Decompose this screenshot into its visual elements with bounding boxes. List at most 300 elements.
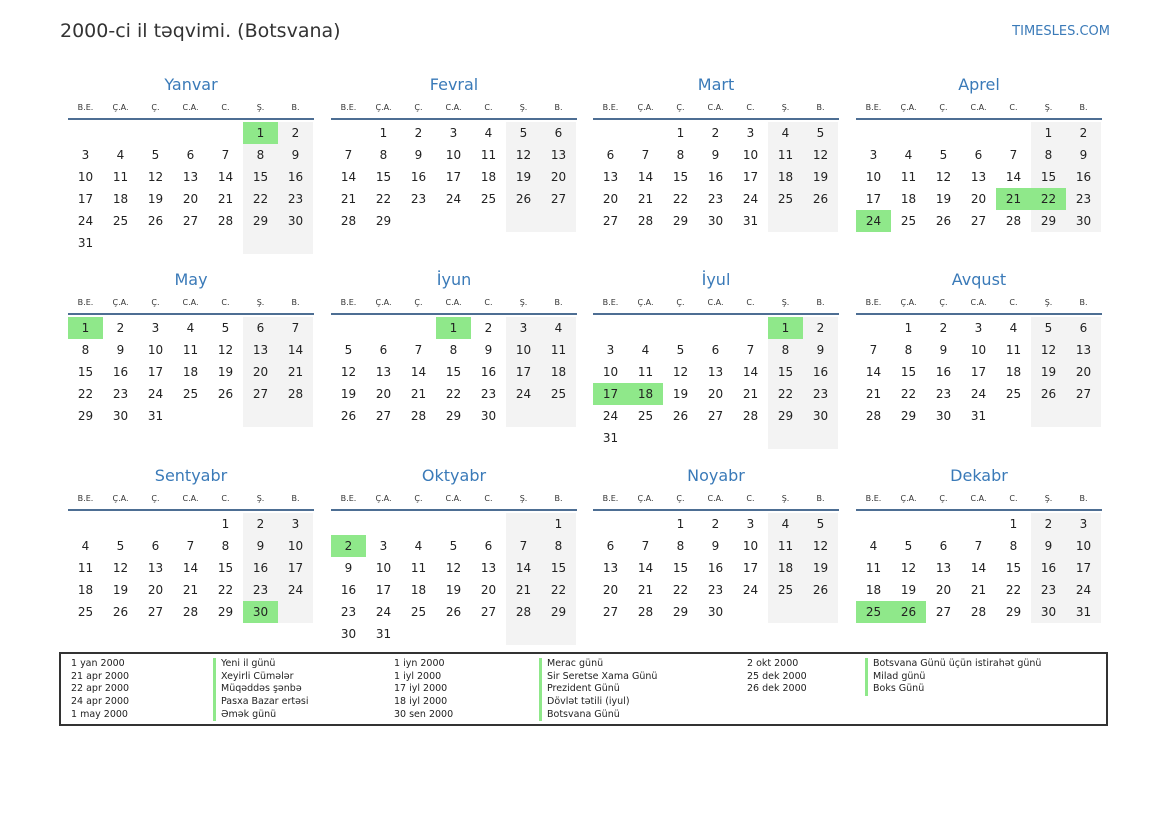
day-cell: 10 — [742, 148, 759, 162]
weekday-label: Ç.A. — [900, 297, 917, 307]
day-cell: 26 — [672, 409, 689, 423]
day-cell: 13 — [970, 170, 987, 184]
holiday-name: Yeni il günü — [213, 658, 309, 671]
day-cell: 18 — [182, 365, 199, 379]
weekend-empty-cell — [243, 232, 278, 254]
day-cell: 4 — [484, 126, 493, 140]
holiday-date: 22 apr 2000 — [71, 683, 130, 695]
holiday-name: Xeyirli Cümələr — [213, 671, 309, 684]
month-name: İyun — [436, 270, 472, 289]
weekday-header — [856, 487, 1102, 511]
weekday-label: B.E. — [602, 102, 619, 112]
day-cell: 29 — [217, 605, 234, 619]
day-cell: 23 — [480, 387, 497, 401]
weekend-empty-cell — [278, 601, 313, 623]
day-cell: 7 — [869, 343, 878, 357]
weekday-label: B.E. — [602, 493, 619, 503]
weekday-header — [331, 487, 577, 511]
day-cell: 14 — [182, 561, 199, 575]
day-cell: 15 — [77, 365, 94, 379]
day-cell: 8 — [676, 539, 685, 553]
day-cell: 5 — [506, 122, 541, 144]
day-cell: 27 — [480, 605, 497, 619]
day-cell: 21 — [410, 387, 427, 401]
day-cell: 29 — [445, 409, 462, 423]
weekday-label: C. — [221, 297, 230, 307]
day-cell: 4 — [869, 539, 878, 553]
day-cell: 3 — [379, 539, 388, 553]
day-cell: 11 — [768, 535, 803, 557]
day-cell: 14 — [637, 170, 654, 184]
weekday-label: Ş. — [781, 493, 790, 503]
day-cell: 13 — [707, 365, 724, 379]
weekday-label: C.A. — [182, 493, 199, 503]
day-cell: 4 — [768, 122, 803, 144]
day-cell: 18 — [480, 170, 497, 184]
day-cell: 15 — [672, 561, 689, 575]
day-cell: 1 — [1009, 517, 1018, 531]
day-cell: 16 — [803, 361, 838, 383]
holiday-list — [59, 652, 1108, 726]
day-cell: 26 — [803, 188, 838, 210]
day-cell: 20 — [935, 583, 952, 597]
day-cell: 5 — [116, 539, 125, 553]
day-cell: 12 — [445, 561, 462, 575]
day-cell: 7 — [221, 148, 230, 162]
day-cell: 6 — [484, 539, 493, 553]
day-cell: 3 — [151, 321, 160, 335]
day-cell: 24 — [147, 387, 164, 401]
weekday-label: B.E. — [340, 297, 357, 307]
month-name: May — [174, 270, 208, 289]
day-cell: 19 — [900, 583, 917, 597]
weekday-label: B.E. — [865, 493, 882, 503]
day-cell: 10 — [970, 343, 987, 357]
holiday-date: 21 apr 2000 — [71, 670, 130, 682]
month-1 — [331, 74, 577, 252]
day-cell: 31 — [742, 214, 759, 228]
weekday-label: C. — [746, 297, 755, 307]
weekday-label: Ç. — [676, 102, 685, 112]
weekday-label: B. — [816, 493, 825, 503]
day-cell: 13 — [182, 170, 199, 184]
day-cell: 17 — [445, 170, 462, 184]
day-cell: 19 — [506, 166, 541, 188]
day-cell: 15 — [768, 361, 803, 383]
day-cell: 8 — [449, 343, 458, 357]
day-cell: 26 — [506, 188, 541, 210]
day-cell: 1 — [904, 321, 913, 335]
day-cell: 28 — [742, 409, 759, 423]
weekday-label: Ç. — [939, 493, 948, 503]
weekend-empty-cell — [506, 405, 541, 427]
day-cell: 6 — [379, 343, 388, 357]
day-cell: 30 — [935, 409, 952, 423]
day-cell: 21 — [742, 387, 759, 401]
day-cell: 9 — [1066, 144, 1101, 166]
day-cell: 7 — [641, 148, 650, 162]
holiday-name: Əmək günü — [213, 709, 309, 722]
day-cell: 19 — [217, 365, 234, 379]
day-cell: 9 — [116, 343, 125, 357]
day-cell: 30 — [340, 627, 357, 641]
day-cell: 14 — [1005, 170, 1022, 184]
day-cell: 26 — [112, 605, 129, 619]
weekday-label: C.A. — [707, 493, 724, 503]
day-cell: 6 — [606, 539, 615, 553]
month-name: İyul — [701, 270, 731, 289]
holiday-day-cell: 1 — [436, 317, 471, 339]
weekday-label: C.A. — [970, 102, 987, 112]
day-cell: 11 — [865, 561, 882, 575]
holiday-day-cell: 24 — [856, 210, 891, 232]
day-cell: 24 — [77, 214, 94, 228]
day-cell: 13 — [602, 170, 619, 184]
day-cell: 12 — [147, 170, 164, 184]
holiday-day-cell: 30 — [243, 601, 278, 623]
day-cell: 6 — [151, 539, 160, 553]
day-cell: 16 — [1066, 166, 1101, 188]
weekday-label: Ç. — [151, 297, 160, 307]
weekday-label: B.E. — [77, 493, 94, 503]
weekend-empty-cell — [278, 405, 313, 427]
day-cell: 2 — [116, 321, 125, 335]
weekday-header — [331, 291, 577, 315]
weekday-header — [593, 291, 839, 315]
day-grid — [331, 511, 577, 643]
weekday-label: C.A. — [970, 493, 987, 503]
day-cell: 25 — [480, 192, 497, 206]
day-cell: 1 — [676, 126, 685, 140]
day-cell: 10 — [77, 170, 94, 184]
day-cell: 25 — [77, 605, 94, 619]
month-7 — [856, 269, 1102, 447]
weekday-label: Ç. — [676, 493, 685, 503]
day-cell: 10 — [1066, 535, 1101, 557]
day-cell: 24 — [742, 583, 759, 597]
day-cell: 17 — [278, 557, 313, 579]
day-cell: 29 — [375, 214, 392, 228]
day-cell: 2 — [278, 122, 313, 144]
weekend-empty-cell — [506, 623, 541, 645]
day-cell: 27 — [935, 605, 952, 619]
day-grid — [331, 120, 577, 252]
day-cell: 28 — [637, 214, 654, 228]
day-cell: 30 — [480, 409, 497, 423]
weekday-header — [68, 291, 314, 315]
day-cell: 20 — [602, 192, 619, 206]
day-cell: 12 — [1031, 339, 1066, 361]
weekday-label: Ç. — [414, 493, 423, 503]
day-cell: 3 — [449, 126, 458, 140]
day-cell: 22 — [900, 387, 917, 401]
weekday-label: Ş. — [781, 297, 790, 307]
day-cell: 16 — [278, 166, 313, 188]
day-cell: 19 — [1031, 361, 1066, 383]
weekday-label: C. — [484, 297, 493, 307]
day-cell: 30 — [1066, 210, 1101, 232]
day-grid — [593, 120, 839, 252]
weekend-empty-cell — [803, 601, 838, 623]
holiday-date-column — [394, 658, 453, 721]
day-cell: 28 — [506, 601, 541, 623]
day-cell: 30 — [278, 210, 313, 232]
day-cell: 5 — [939, 148, 948, 162]
day-cell: 10 — [445, 148, 462, 162]
weekday-label: B. — [291, 102, 300, 112]
day-grid — [856, 120, 1102, 252]
day-cell: 18 — [1005, 365, 1022, 379]
day-cell: 25 — [637, 409, 654, 423]
month-10 — [593, 465, 839, 643]
day-cell: 21 — [865, 387, 882, 401]
month-name: Fevral — [429, 75, 479, 94]
day-cell: 8 — [379, 148, 388, 162]
weekday-label: Ş. — [256, 493, 265, 503]
day-cell: 15 — [243, 166, 278, 188]
day-cell: 28 — [340, 214, 357, 228]
holiday-date-column — [747, 658, 807, 696]
day-cell: 2 — [711, 517, 720, 531]
day-cell: 10 — [147, 343, 164, 357]
holiday-name: Sir Seretse Xama Günü — [539, 671, 657, 684]
day-cell: 13 — [243, 339, 278, 361]
day-cell: 18 — [410, 583, 427, 597]
day-cell: 11 — [112, 170, 129, 184]
holiday-day-cell: 22 — [1031, 188, 1066, 210]
day-cell: 5 — [221, 321, 230, 335]
day-cell: 3 — [974, 321, 983, 335]
weekday-label: Ç.A. — [375, 297, 392, 307]
day-cell: 18 — [768, 557, 803, 579]
day-cell: 7 — [278, 317, 313, 339]
day-cell: 10 — [506, 339, 541, 361]
weekday-header — [331, 96, 577, 120]
month-name: Aprel — [958, 75, 1000, 94]
day-cell: 29 — [672, 214, 689, 228]
month-0 — [68, 74, 314, 252]
day-cell: 18 — [865, 583, 882, 597]
weekday-header — [68, 96, 314, 120]
day-cell: 22 — [768, 383, 803, 405]
day-cell: 31 — [602, 431, 619, 445]
holiday-day-cell: 1 — [768, 317, 803, 339]
day-cell: 4 — [186, 321, 195, 335]
day-cell: 9 — [939, 343, 948, 357]
day-cell: 25 — [768, 188, 803, 210]
weekday-label: Ç. — [414, 297, 423, 307]
day-cell: 12 — [672, 365, 689, 379]
day-cell: 11 — [637, 365, 654, 379]
weekday-label: C.A. — [182, 102, 199, 112]
holiday-day-cell: 1 — [68, 317, 103, 339]
day-cell: 1 — [541, 513, 576, 535]
day-cell: 30 — [707, 214, 724, 228]
month-name: Noyabr — [687, 466, 745, 485]
weekday-label: B.E. — [340, 493, 357, 503]
day-cell: 31 — [375, 627, 392, 641]
day-cell: 6 — [1066, 317, 1101, 339]
day-cell: 19 — [672, 387, 689, 401]
day-cell: 17 — [147, 365, 164, 379]
day-cell: 22 — [672, 192, 689, 206]
holiday-name: Milad günü — [865, 671, 1041, 684]
day-cell: 9 — [344, 561, 353, 575]
day-cell: 12 — [803, 144, 838, 166]
day-cell: 31 — [77, 236, 94, 250]
holiday-date: 17 iyl 2000 — [394, 683, 448, 695]
day-cell: 8 — [1031, 144, 1066, 166]
weekend-empty-cell — [541, 623, 576, 645]
holiday-date: 1 yan 2000 — [71, 658, 125, 669]
weekday-label: B.E. — [865, 102, 882, 112]
holiday-date: 24 apr 2000 — [71, 696, 130, 708]
day-cell: 7 — [414, 343, 423, 357]
weekend-empty-cell — [803, 210, 838, 232]
day-cell: 1 — [379, 126, 388, 140]
day-cell: 20 — [375, 387, 392, 401]
weekday-label: Ç.A. — [637, 297, 654, 307]
holiday-day-cell: 17 — [593, 383, 628, 405]
weekday-label: B. — [291, 493, 300, 503]
day-cell: 4 — [116, 148, 125, 162]
day-cell: 28 — [410, 409, 427, 423]
day-cell: 27 — [707, 409, 724, 423]
day-cell: 6 — [939, 539, 948, 553]
day-cell: 14 — [637, 561, 654, 575]
day-cell: 4 — [414, 539, 423, 553]
day-cell: 27 — [602, 214, 619, 228]
weekend-empty-cell — [243, 405, 278, 427]
holiday-name-column — [213, 658, 309, 721]
day-cell: 8 — [243, 144, 278, 166]
day-cell: 29 — [768, 405, 803, 427]
day-cell: 14 — [742, 365, 759, 379]
holiday-date: 26 dek 2000 — [747, 683, 807, 695]
day-cell: 16 — [112, 365, 129, 379]
day-cell: 14 — [217, 170, 234, 184]
day-cell: 8 — [768, 339, 803, 361]
day-cell: 29 — [900, 409, 917, 423]
day-cell: 19 — [803, 557, 838, 579]
weekday-label: Ç.A. — [637, 493, 654, 503]
day-cell: 21 — [637, 192, 654, 206]
month-11 — [856, 465, 1102, 643]
holiday-name-column — [865, 658, 1041, 696]
holiday-day-cell: 25 — [856, 601, 891, 623]
day-cell: 21 — [506, 579, 541, 601]
day-cell: 1 — [1031, 122, 1066, 144]
weekday-label: B. — [554, 297, 563, 307]
month-8 — [68, 465, 314, 643]
day-cell: 10 — [742, 539, 759, 553]
weekday-label: Ş. — [256, 102, 265, 112]
day-cell: 26 — [147, 214, 164, 228]
weekday-label: B.E. — [865, 297, 882, 307]
day-cell: 11 — [480, 148, 497, 162]
day-cell: 4 — [81, 539, 90, 553]
day-cell: 6 — [606, 148, 615, 162]
day-cell: 5 — [151, 148, 160, 162]
day-cell: 26 — [935, 214, 952, 228]
day-cell: 20 — [480, 583, 497, 597]
day-cell: 2 — [803, 317, 838, 339]
day-cell: 29 — [243, 210, 278, 232]
holiday-day-cell: 21 — [996, 188, 1031, 210]
weekend-empty-cell — [506, 513, 541, 535]
day-cell: 26 — [445, 605, 462, 619]
weekend-empty-cell — [1031, 405, 1066, 427]
day-cell: 17 — [742, 561, 759, 575]
day-cell: 9 — [243, 535, 278, 557]
weekday-label: B.E. — [340, 102, 357, 112]
day-cell: 9 — [484, 343, 493, 357]
day-cell: 21 — [217, 192, 234, 206]
day-cell: 20 — [1066, 361, 1101, 383]
weekend-empty-cell — [506, 210, 541, 232]
day-cell: 31 — [1066, 601, 1101, 623]
weekday-label: Ç. — [414, 102, 423, 112]
weekday-label: B. — [816, 297, 825, 307]
day-cell: 13 — [375, 365, 392, 379]
day-cell: 17 — [970, 365, 987, 379]
weekday-label: Ç. — [939, 102, 948, 112]
day-cell: 22 — [541, 579, 576, 601]
day-cell: 27 — [1066, 383, 1101, 405]
weekend-empty-cell — [768, 601, 803, 623]
day-cell: 9 — [711, 148, 720, 162]
day-cell: 9 — [803, 339, 838, 361]
holiday-day-cell: 18 — [628, 383, 663, 405]
weekend-empty-cell — [803, 427, 838, 449]
day-cell: 3 — [606, 343, 615, 357]
day-grid — [68, 120, 314, 252]
day-grid — [68, 511, 314, 643]
day-cell: 25 — [112, 214, 129, 228]
day-cell: 25 — [900, 214, 917, 228]
weekday-label: C.A. — [970, 297, 987, 307]
site-logo-link[interactable]: TIMESLES.COM — [1012, 24, 1110, 39]
weekday-header — [856, 96, 1102, 120]
holiday-day-cell: 26 — [891, 601, 926, 623]
weekday-header — [593, 96, 839, 120]
day-cell: 23 — [243, 579, 278, 601]
weekday-label: B.E. — [77, 297, 94, 307]
day-cell: 13 — [480, 561, 497, 575]
day-cell: 24 — [445, 192, 462, 206]
day-cell: 13 — [1066, 339, 1101, 361]
weekday-label: Ş. — [519, 297, 528, 307]
day-cell: 3 — [746, 517, 755, 531]
month-name: Oktyabr — [421, 466, 487, 485]
holiday-day-cell: 1 — [243, 122, 278, 144]
day-cell: 17 — [1066, 557, 1101, 579]
weekday-label: Ç. — [151, 493, 160, 503]
day-cell: 11 — [768, 144, 803, 166]
day-cell: 14 — [340, 170, 357, 184]
day-cell: 8 — [676, 148, 685, 162]
holiday-date: 2 okt 2000 — [747, 658, 799, 669]
day-cell: 24 — [742, 192, 759, 206]
day-cell: 3 — [1066, 513, 1101, 535]
weekday-label: Ş. — [519, 102, 528, 112]
day-cell: 16 — [935, 365, 952, 379]
weekday-label: C. — [484, 102, 493, 112]
day-cell: 5 — [449, 539, 458, 553]
holiday-day-cell: 2 — [331, 535, 366, 557]
weekday-label: C. — [746, 493, 755, 503]
day-cell: 21 — [970, 583, 987, 597]
